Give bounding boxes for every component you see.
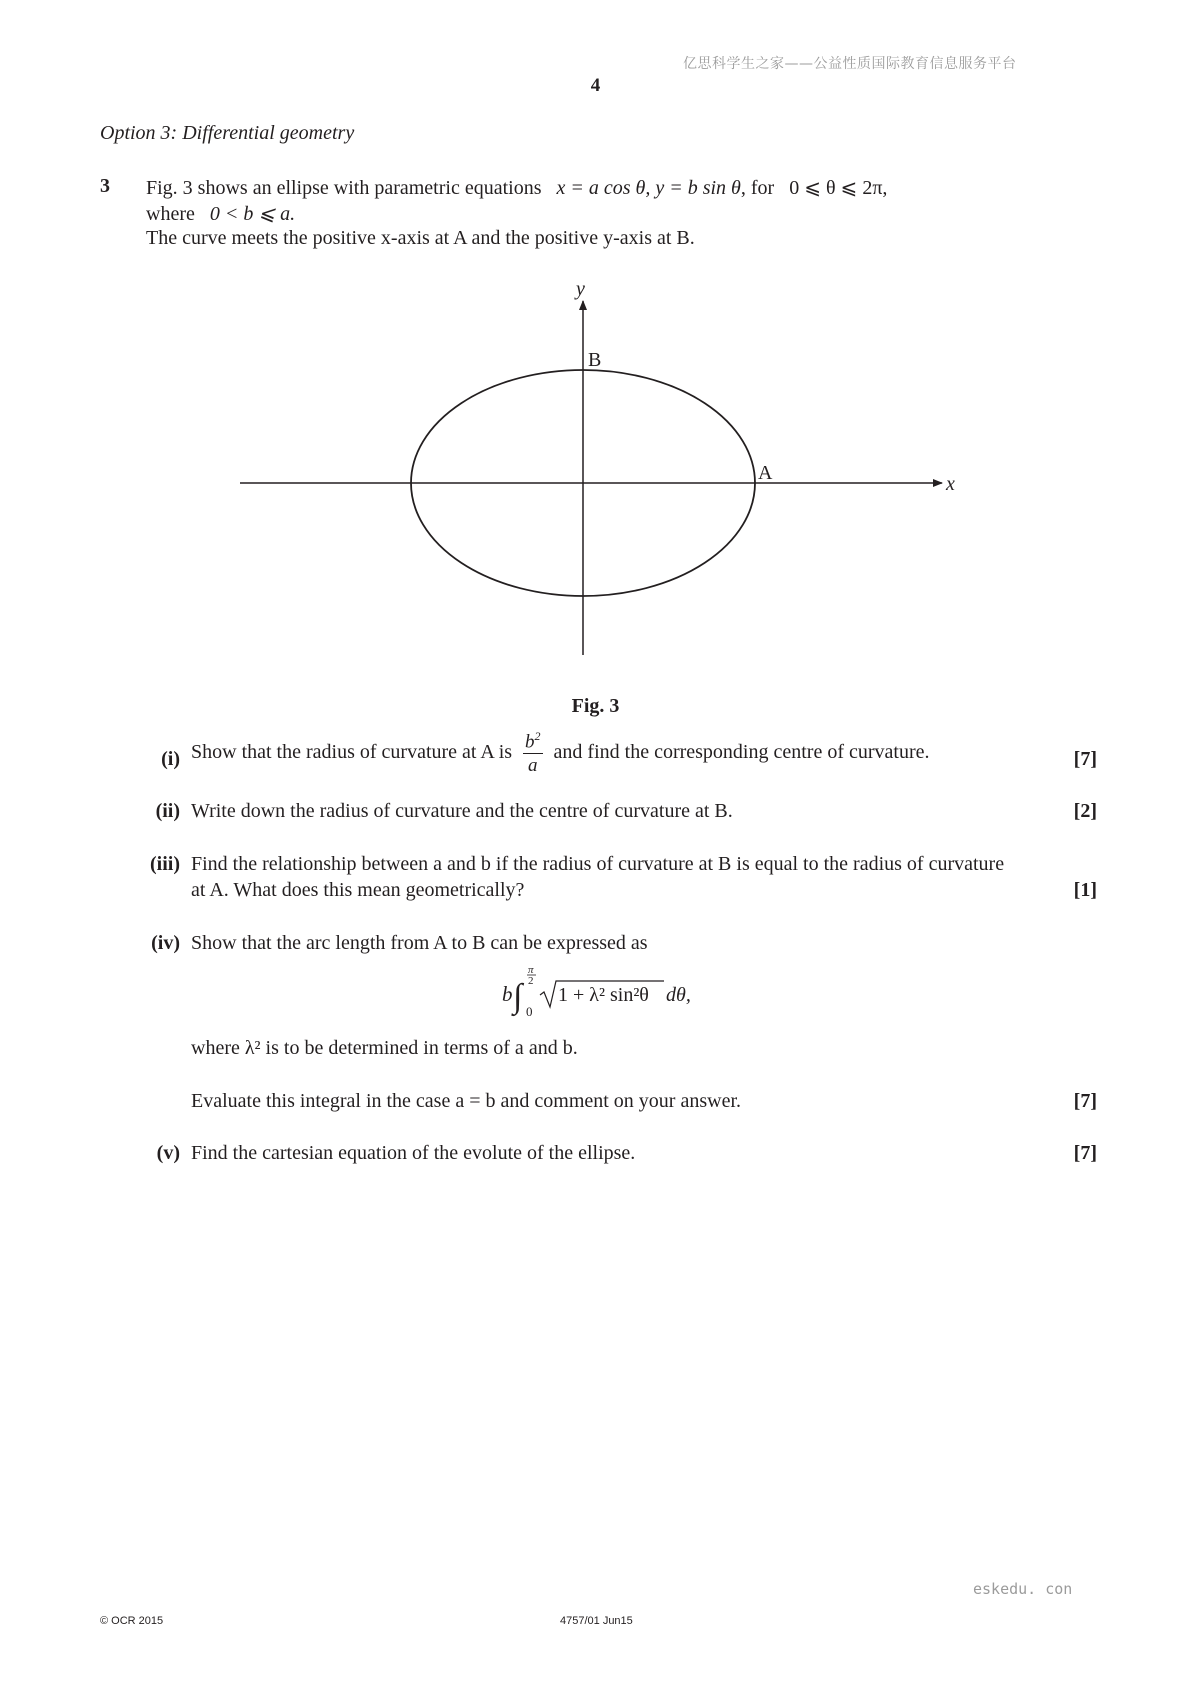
part-i-text-before: Show that the radius of curvature at A is	[191, 741, 513, 764]
question-line-3: The curve meets the positive x-axis at A and the positive y-axis at B.	[146, 227, 695, 249]
ellipse-figure	[230, 270, 960, 670]
question-line-1	[146, 175, 887, 200]
integral-lower-limit: 0	[526, 1004, 533, 1019]
question-intro-text: Fig. 3 shows an ellipse with parametric equations	[146, 177, 542, 199]
part-ii-label: (ii)	[155, 800, 180, 822]
fraction-denominator: a	[528, 755, 538, 777]
parameter-range: 0 ⩽ θ ⩽ 2π,	[789, 177, 888, 199]
part-ii-marks: [2]	[1073, 800, 1097, 822]
part-ii-text: Write down the radius of curvature and the centre of curvature at B.	[191, 800, 733, 822]
part-v-label: (v)	[156, 1142, 180, 1164]
part-i-text-after: and find the corresponding centre of curvature.	[553, 741, 930, 764]
parametric-equations: x = a cos θ, y = b sin θ	[556, 177, 741, 199]
integral-coefficient: b	[502, 982, 513, 1006]
part-iii-line-1: Find the relationship between a and b if the radius of curvature at B is equal to the radius of curvature	[191, 853, 1005, 875]
integral-upper-limit-den: 2	[528, 975, 534, 987]
part-i-marks: [7]	[1073, 748, 1097, 770]
where-text: where	[146, 203, 195, 225]
part-iv-where-line: where λ² is to be determined in terms of a and b.	[191, 1037, 578, 1059]
option-heading: Option 3: Differential geometry	[100, 122, 355, 144]
page-number: 4	[590, 75, 601, 96]
y-axis-label: y	[576, 278, 585, 300]
part-iv-marks: [7]	[1073, 1090, 1097, 1112]
part-i-text	[191, 730, 930, 775]
radius-fraction	[523, 730, 543, 775]
part-iv-evaluate-line: Evaluate this integral in the case a = b and comment on your answer.	[191, 1090, 741, 1112]
integral-differential: dθ,	[666, 984, 691, 1006]
part-iv-line-1: Show that the arc length from A to B can be expressed as	[191, 932, 648, 954]
footer-watermark: eskedu. con	[973, 1580, 1073, 1598]
part-iii-marks: [1]	[1073, 879, 1097, 901]
point-b-label: B	[588, 349, 602, 371]
footer-paper-code: 4757/01 Jun15	[560, 1615, 633, 1627]
fraction-numerator: b	[525, 731, 535, 753]
for-text: , for	[740, 177, 775, 199]
point-a-label: A	[758, 462, 773, 484]
integral-upper-limit-num: π	[528, 964, 534, 976]
part-v-text: Find the cartesian equation of the evolute of the ellipse.	[191, 1142, 636, 1164]
fraction-numerator-power: 2	[534, 729, 541, 743]
arc-length-integral	[500, 963, 710, 1023]
question-number: 3	[100, 175, 110, 197]
parameter-condition: 0 < b ⩽ a.	[209, 203, 296, 225]
footer-copyright: © OCR 2015	[100, 1615, 164, 1627]
header-watermark: 亿思科学生之家——公益性质国际教育信息服务平台	[683, 56, 1017, 72]
part-i-label: (i)	[161, 748, 180, 770]
part-iii-label: (iii)	[150, 853, 180, 875]
part-iv-label: (iv)	[151, 932, 180, 954]
figure-caption: Fig. 3	[571, 695, 620, 717]
integrand: 1 + λ² sin²θ	[558, 984, 649, 1006]
integral-sign: ∫	[513, 978, 523, 1015]
part-v-marks: [7]	[1073, 1142, 1097, 1164]
x-axis-label: x	[946, 473, 955, 495]
part-iii-line-2: at A. What does this mean geometrically?	[191, 879, 525, 901]
question-line-2	[146, 201, 295, 226]
